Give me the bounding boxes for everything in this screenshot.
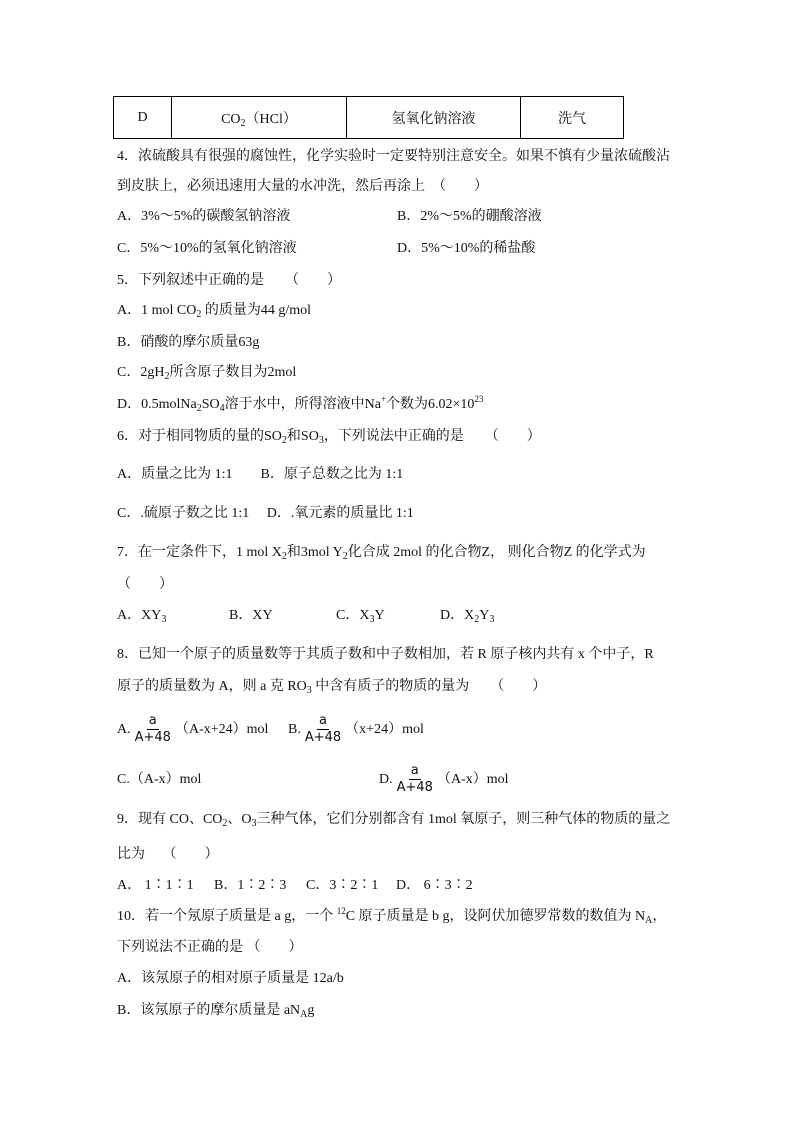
- text-segment: 4．浓硫酸具有很强的腐蚀性，化学实验时一定要特别注意安全。如果不慎有少量浓硫酸沾: [117, 149, 670, 164]
- text-segment: 10．若一个氖原子质量是 a g，一个: [117, 909, 337, 924]
- q8-option-a: [117, 712, 268, 748]
- text-segment: B．1∶2∶3: [214, 878, 287, 893]
- text-segment: D．X: [440, 608, 475, 623]
- text-segment: C．2gH: [117, 365, 165, 380]
- text-segment: 7．在一定条件下，1 mol X: [117, 545, 282, 560]
- q9-option-c: [306, 877, 378, 895]
- text-segment: B．硝酸的摩尔质量63g: [117, 335, 260, 350]
- text-segment: 中含有质子的物质的量为 （ ）: [311, 679, 547, 694]
- text-segment: A．1 mol CO: [117, 303, 197, 318]
- q6-options-cd: [117, 505, 414, 523]
- subscript: A: [645, 915, 653, 926]
- option-text: （A-x）mol: [436, 772, 509, 787]
- q8-stem-line1: [117, 646, 654, 664]
- fraction-denominator: A+48: [396, 780, 433, 796]
- q10-option-b: [117, 1002, 314, 1020]
- table-cell-method: [521, 97, 624, 139]
- text-segment: B．2%～5%的硼酸溶液: [397, 209, 542, 224]
- subscript: 2: [164, 371, 170, 382]
- q10-option-a: [117, 970, 344, 988]
- text-segment: C．3∶2∶1: [306, 878, 379, 893]
- subscript: 2: [222, 818, 228, 829]
- text-segment: A．该氖原子的相对原子质量是 12a/b: [117, 971, 344, 986]
- q9-option-b: [214, 877, 286, 895]
- subscript: 4: [219, 403, 225, 414]
- text-segment: 个数为6.02×10: [386, 397, 475, 412]
- fraction-numerator: a: [148, 713, 157, 729]
- table-cell-reagent: [347, 97, 521, 139]
- q4-stem-line2: [117, 178, 488, 196]
- subscript: 3: [318, 435, 324, 446]
- q6-stem: [117, 428, 541, 446]
- text-segment: A．质量之比为 1:1 B．原子总数之比为 1:1: [117, 467, 404, 482]
- fraction: [135, 713, 171, 746]
- q10-stem-line1: [117, 908, 666, 926]
- subscript: 3: [369, 614, 375, 625]
- text-segment: ，: [652, 909, 667, 924]
- text-segment: （ ）: [117, 577, 173, 592]
- superscript: 23: [474, 394, 484, 404]
- text-segment: D: [137, 109, 148, 125]
- q9-option-d: [396, 877, 473, 895]
- text-segment: 洗气: [558, 111, 586, 127]
- q4-option-d: [397, 240, 535, 258]
- text-segment: 化合成 2mol 的化合物Z， 则化合物Z 的化学式为: [347, 545, 646, 560]
- subscript: 2: [342, 551, 348, 562]
- text-segment: 6．对于相同物质的量的SO: [117, 429, 282, 444]
- option-label: B.: [288, 722, 301, 737]
- text-segment: C 原子质量是 b g，设阿伏加德罗常数的数值为 N: [345, 909, 646, 924]
- q4-stem-line1: [117, 148, 670, 166]
- text-segment: （HCl）: [245, 111, 297, 127]
- text-segment: 比为 （ ）: [117, 847, 219, 862]
- q4-option-a: [117, 208, 290, 226]
- option-text: （x+24）mol: [345, 722, 424, 737]
- q5-option-c: [117, 364, 296, 382]
- q4-option-b: [397, 208, 542, 226]
- text-segment: 和SO: [286, 429, 319, 444]
- fraction: [305, 713, 341, 746]
- text-segment: Y: [374, 608, 385, 623]
- text-segment: A．XY: [117, 608, 162, 623]
- text-segment: C．5%～10%的氢氧化钠溶液: [117, 241, 297, 256]
- q5-option-d: [117, 396, 483, 414]
- text-segment: D．0.5molNa: [117, 397, 197, 412]
- text-segment: 原子的质量数为 A，则 a 克 RO: [117, 679, 307, 694]
- table-row: [114, 97, 624, 139]
- fraction: [397, 763, 433, 796]
- option-label: D.: [379, 772, 393, 787]
- q7-option-a: [117, 607, 166, 625]
- q7-option-d: [440, 607, 494, 625]
- q8-stem-line2: [117, 678, 546, 696]
- text-segment: 氢氧化钠溶液: [391, 111, 476, 127]
- text-segment: A． 1∶1∶1: [117, 878, 194, 893]
- q8-option-d: [379, 762, 509, 798]
- q4-option-c: [117, 240, 297, 258]
- subscript: 3: [161, 614, 167, 625]
- text-segment: C.（A-x）mol: [117, 772, 202, 787]
- q7-answer-paren: [117, 576, 173, 594]
- text-segment: B．XY: [229, 608, 273, 623]
- q7-option-c: [336, 607, 385, 625]
- text-segment: ，下列说法中正确的是 （ ）: [323, 429, 541, 444]
- text-segment: A．3%～5%的碳酸氢钠溶液: [117, 209, 291, 224]
- fraction-denominator: A+48: [134, 730, 171, 746]
- subscript: 2: [281, 551, 287, 562]
- fraction-numerator: a: [319, 713, 327, 729]
- text-segment: D．5%～10%的稀盐酸: [397, 241, 536, 256]
- fraction-denominator: A+48: [304, 730, 342, 746]
- text-segment: C．.硫原子数之比 1:1 D．.氧元素的质量比 1:1: [117, 506, 414, 521]
- subscript: 3: [489, 614, 495, 625]
- text-segment: 9．现有 CO、CO: [117, 812, 223, 827]
- text-segment: 三种气体，它们分别都含有 1mol 氧原子，则三种气体的物质的量之: [256, 812, 671, 827]
- text-segment: 下列说法不正确的是 （ ）: [117, 940, 303, 955]
- text-segment: 的质量为44 g/mol: [201, 303, 312, 318]
- text-segment: D． 6∶3∶2: [396, 878, 473, 893]
- superscript: +: [380, 394, 387, 404]
- subscript: 2: [281, 435, 287, 446]
- text-segment: 溶于水中，所得溶液中Na: [224, 397, 381, 412]
- text-segment: 8．已知一个原子的质量数等于其质子数和中子数相加，若 R 原子核内共有 x 个中子，R: [117, 647, 654, 662]
- text-segment: 所含原子数目为2mol: [169, 365, 297, 380]
- subscript: 2: [196, 403, 202, 414]
- subscript: 2: [240, 117, 246, 129]
- text-segment: CO: [221, 111, 241, 127]
- q9-stem-line1: [117, 811, 670, 829]
- subscript: 2: [196, 309, 202, 320]
- text-segment: 到皮肤上，必须迅速用大量的水冲洗，然后再涂上 （ ）: [117, 179, 488, 194]
- option-label: A.: [117, 722, 131, 737]
- text-segment: Y: [479, 608, 490, 623]
- text-segment: C．X: [336, 608, 370, 623]
- q10-stem-line2: [117, 939, 303, 957]
- q5-stem: [117, 272, 341, 290]
- fraction-numerator: a: [410, 763, 419, 779]
- text-segment: SO: [201, 397, 220, 412]
- table-cell-option: [114, 97, 172, 139]
- q7-option-b: [229, 607, 273, 625]
- text-segment: 和3mol Y: [286, 545, 343, 560]
- option-text: （A-x+24）mol: [174, 722, 269, 737]
- q5-option-a: [117, 302, 311, 320]
- q9-option-a: [117, 877, 194, 895]
- q6-options-ab: [117, 466, 403, 484]
- text-segment: 5．下列叙述中正确的是 （ ）: [117, 273, 341, 288]
- q8-option-b: [288, 712, 424, 748]
- q7-stem: [117, 544, 646, 562]
- text-segment: 、O: [227, 812, 252, 827]
- text-segment: B．该氖原子的摩尔质量是 aN: [117, 1003, 301, 1018]
- q5-option-b: [117, 334, 259, 352]
- answer-table: [113, 96, 624, 139]
- text-segment: g: [307, 1003, 315, 1018]
- table-cell-substance: [172, 97, 347, 139]
- subscript: A: [300, 1009, 308, 1020]
- subscript: 3: [306, 685, 312, 696]
- subscript: 2: [474, 614, 480, 625]
- q9-stem-line2: [117, 846, 219, 864]
- superscript: 12: [336, 906, 346, 916]
- q8-option-c: [117, 771, 201, 789]
- subscript: 3: [251, 818, 257, 829]
